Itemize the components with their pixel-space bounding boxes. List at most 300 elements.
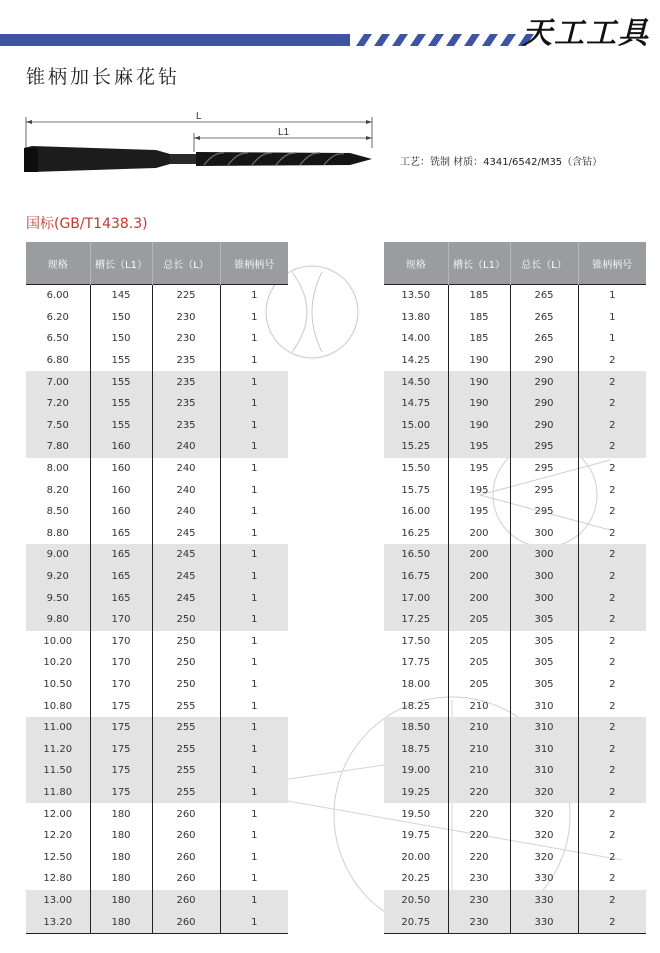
cell-flute-length: 230: [448, 890, 510, 912]
table-header-row: [384, 242, 646, 285]
cell-total-length: 290: [510, 371, 578, 393]
cell-total-length: 295: [510, 458, 578, 480]
cell-taper-shank-no: 2: [578, 415, 646, 437]
cell-flute-length: 180: [90, 868, 152, 890]
cell-diameter: 6.00: [46, 290, 69, 302]
cell-taper-shank-no: 1: [220, 307, 288, 329]
cell-total-length: 225: [152, 285, 220, 307]
cell-flute-length: 175: [90, 782, 152, 804]
cell-taper-shank-no: 2: [578, 674, 646, 696]
table-header-row: [26, 242, 288, 285]
cell-taper-shank-no: 2: [578, 501, 646, 523]
cell-diameter: 14.75: [384, 393, 448, 415]
header-taper-shank-no: 锥柄柄号: [578, 242, 646, 285]
drill-diagram: [20, 108, 380, 180]
cell-diameter: 13.50: [401, 290, 431, 302]
cell-flute-length: 190: [448, 415, 510, 437]
cell-taper-shank-no: 2: [578, 544, 646, 566]
table-row: [384, 782, 646, 804]
cell-taper-shank-no: 2: [578, 760, 646, 782]
cell-diameter: 14.00: [401, 333, 431, 345]
cell-taper-shank-no: 2: [578, 479, 646, 501]
cell-flute-length: 180: [90, 846, 152, 868]
header-diameter: 规格: [384, 242, 448, 285]
dimension-L-label: L: [196, 111, 202, 122]
cell-diameter: 11.80: [26, 782, 90, 804]
cell-taper-shank-no: 1: [578, 285, 646, 307]
cell-flute-length: 150: [90, 307, 152, 329]
header-taper-shank-no: 锥柄柄号: [220, 242, 288, 285]
table-row: [384, 371, 646, 393]
cell-total-length: 330: [510, 890, 578, 912]
cell-diameter: 17.00: [384, 587, 448, 609]
cell-total-length: 250: [152, 631, 220, 653]
cell-total-length: 255: [152, 738, 220, 760]
cell-total-length: 290: [510, 393, 578, 415]
cell-diameter: 7.20: [26, 393, 90, 415]
cell-diameter: 7.80: [26, 436, 90, 458]
cell-total-length: 265: [510, 328, 578, 350]
table-row: [384, 695, 646, 717]
cell-diameter: 19.00: [384, 760, 448, 782]
cell-diameter: 15.00: [384, 415, 448, 437]
cell-flute-length: 195: [448, 458, 510, 480]
cell-total-length: 245: [152, 523, 220, 545]
cell-flute-length: 165: [90, 523, 152, 545]
table-row: [384, 544, 646, 566]
cell-diameter: 10.00: [43, 635, 73, 647]
table-row: [384, 609, 646, 631]
table-row: [384, 501, 646, 523]
cell-taper-shank-no: 1: [220, 631, 288, 653]
cell-flute-length: 205: [448, 652, 510, 674]
cell-total-length: 245: [152, 566, 220, 588]
cell-total-length: 240: [152, 436, 220, 458]
cell-taper-shank-no: 2: [578, 458, 646, 480]
cell-taper-shank-no: 1: [220, 738, 288, 760]
cell-diameter: 16.75: [384, 566, 448, 588]
cell-taper-shank-no: 2: [578, 825, 646, 847]
cell-taper-shank-no: 2: [578, 803, 646, 825]
page-title: 锥柄加长麻花钻: [26, 66, 181, 88]
cell-total-length: 235: [152, 350, 220, 372]
cell-taper-shank-no: 1: [220, 587, 288, 609]
cell-diameter: 16.25: [401, 527, 431, 539]
cell-total-length: 300: [510, 566, 578, 588]
cell-diameter: 8.80: [46, 527, 69, 539]
cell-taper-shank-no: 1: [220, 566, 288, 588]
standard-label: 国标(GB/T1438.3): [26, 216, 148, 232]
cell-total-length: 295: [510, 501, 578, 523]
cell-diameter: 10.80: [43, 700, 73, 712]
cell-taper-shank-no: 1: [220, 523, 288, 545]
cell-flute-length: 155: [90, 415, 152, 437]
cell-flute-length: 180: [90, 825, 152, 847]
table-row: [26, 609, 288, 631]
cell-taper-shank-no: 1: [220, 544, 288, 566]
cell-total-length: 310: [510, 717, 578, 739]
table-row: [26, 371, 288, 393]
cell-total-length: 260: [152, 846, 220, 868]
cell-taper-shank-no: 1: [220, 328, 288, 350]
cell-diameter: 20.00: [401, 851, 431, 863]
cell-total-length: 320: [510, 803, 578, 825]
process-material-note: 工艺：铣制 材质：4341/6542/M35（含钴）: [400, 157, 603, 168]
table-row: [26, 890, 288, 912]
cell-taper-shank-no: 2: [578, 566, 646, 588]
table-row: [26, 652, 288, 674]
table-row: [26, 307, 288, 329]
cell-taper-shank-no: 1: [220, 825, 288, 847]
cell-taper-shank-no: 1: [220, 868, 288, 890]
cell-flute-length: 210: [448, 717, 510, 739]
cell-taper-shank-no: 1: [220, 479, 288, 501]
table-row: [26, 566, 288, 588]
table-row: [384, 307, 646, 329]
table-row: [26, 738, 288, 760]
cell-diameter: 9.00: [26, 544, 90, 566]
cell-flute-length: 155: [90, 350, 152, 372]
table-row: [384, 803, 646, 825]
cell-flute-length: 160: [90, 458, 152, 480]
cell-flute-length: 190: [448, 371, 510, 393]
cell-total-length: 235: [152, 393, 220, 415]
cell-taper-shank-no: 1: [220, 803, 288, 825]
cell-diameter: 10.50: [43, 678, 73, 690]
cell-flute-length: 145: [90, 285, 152, 307]
cell-flute-length: 165: [90, 587, 152, 609]
cell-taper-shank-no: 2: [578, 652, 646, 674]
table-row: [384, 393, 646, 415]
cell-flute-length: 170: [90, 609, 152, 631]
cell-taper-shank-no: 1: [220, 911, 288, 933]
cell-total-length: 305: [510, 652, 578, 674]
table-row: [384, 868, 646, 890]
cell-diameter: 6.80: [46, 355, 69, 367]
cell-total-length: 320: [510, 782, 578, 804]
table-row: [384, 587, 646, 609]
cell-taper-shank-no: 1: [220, 782, 288, 804]
cell-total-length: 300: [510, 587, 578, 609]
cell-diameter: 18.25: [401, 700, 431, 712]
cell-total-length: 250: [152, 674, 220, 696]
table-row: [384, 760, 646, 782]
cell-flute-length: 175: [90, 717, 152, 739]
cell-taper-shank-no: 2: [578, 436, 646, 458]
cell-flute-length: 210: [448, 695, 510, 717]
cell-diameter: 14.50: [384, 371, 448, 393]
cell-taper-shank-no: 2: [578, 911, 646, 933]
cell-diameter: 11.20: [26, 738, 90, 760]
table-row: [384, 890, 646, 912]
cell-diameter: 8.50: [46, 506, 69, 518]
cell-flute-length: 210: [448, 738, 510, 760]
table-row: [384, 350, 646, 372]
table-row: [26, 328, 288, 350]
table-row: [26, 393, 288, 415]
table-row: [26, 631, 288, 653]
cell-total-length: 295: [510, 479, 578, 501]
cell-flute-length: 160: [90, 479, 152, 501]
cell-total-length: 265: [510, 307, 578, 329]
table-row: [384, 458, 646, 480]
cell-flute-length: 185: [448, 307, 510, 329]
cell-diameter: 16.00: [401, 506, 431, 518]
cell-flute-length: 190: [448, 350, 510, 372]
table-row: [26, 436, 288, 458]
table-row: [384, 911, 646, 933]
cell-total-length: 305: [510, 609, 578, 631]
cell-taper-shank-no: 2: [578, 631, 646, 653]
cell-flute-length: 195: [448, 436, 510, 458]
cell-diameter: 18.00: [401, 678, 431, 690]
cell-total-length: 320: [510, 846, 578, 868]
table-row: [26, 501, 288, 523]
header-diameter: 规格: [26, 242, 90, 285]
table-row: [384, 479, 646, 501]
cell-diameter: 12.20: [43, 830, 73, 842]
cell-total-length: 295: [510, 436, 578, 458]
cell-taper-shank-no: 2: [578, 523, 646, 545]
cell-flute-length: 195: [448, 501, 510, 523]
cell-diameter: 10.20: [43, 657, 73, 669]
table-row: [26, 523, 288, 545]
cell-flute-length: 220: [448, 846, 510, 868]
table-row: [26, 803, 288, 825]
cell-diameter: 12.80: [43, 873, 73, 885]
cell-taper-shank-no: 1: [220, 285, 288, 307]
cell-total-length: 310: [510, 695, 578, 717]
cell-taper-shank-no: 2: [578, 846, 646, 868]
table-row: [26, 285, 288, 307]
cell-diameter: 12.50: [43, 851, 73, 863]
cell-diameter: 20.25: [401, 873, 431, 885]
cell-diameter: 11.00: [26, 717, 90, 739]
table-row: [26, 760, 288, 782]
table-row: [26, 479, 288, 501]
cell-diameter: 20.50: [384, 890, 448, 912]
cell-diameter: 17.25: [384, 609, 448, 631]
table-row: [26, 544, 288, 566]
cell-total-length: 250: [152, 652, 220, 674]
cell-total-length: 260: [152, 911, 220, 933]
cell-total-length: 230: [152, 328, 220, 350]
cell-diameter: 20.75: [384, 911, 448, 933]
cell-total-length: 290: [510, 350, 578, 372]
cell-diameter: 7.00: [26, 371, 90, 393]
cell-total-length: 255: [152, 717, 220, 739]
cell-flute-length: 205: [448, 674, 510, 696]
cell-flute-length: 155: [90, 393, 152, 415]
table-row: [26, 415, 288, 437]
table-row: [384, 738, 646, 760]
cell-taper-shank-no: 1: [220, 674, 288, 696]
cell-diameter: 11.50: [26, 760, 90, 782]
cell-diameter: 15.25: [384, 436, 448, 458]
cell-total-length: 240: [152, 501, 220, 523]
cell-taper-shank-no: 2: [578, 587, 646, 609]
table-row: [384, 674, 646, 696]
cell-total-length: 260: [152, 868, 220, 890]
table-row: [26, 458, 288, 480]
cell-total-length: 305: [510, 631, 578, 653]
table-row: [26, 695, 288, 717]
cell-taper-shank-no: 1: [220, 350, 288, 372]
cell-taper-shank-no: 1: [220, 695, 288, 717]
cell-flute-length: 195: [448, 479, 510, 501]
cell-flute-length: 220: [448, 825, 510, 847]
cell-flute-length: 190: [448, 393, 510, 415]
cell-diameter: 6.50: [46, 333, 69, 345]
table-row: [26, 825, 288, 847]
table-row: [26, 587, 288, 609]
cell-flute-length: 200: [448, 523, 510, 545]
cell-flute-length: 160: [90, 436, 152, 458]
table-row: [26, 717, 288, 739]
cell-total-length: 260: [152, 803, 220, 825]
cell-total-length: 310: [510, 760, 578, 782]
cell-total-length: 250: [152, 609, 220, 631]
cell-total-length: 255: [152, 760, 220, 782]
table-row: [384, 523, 646, 545]
cell-flute-length: 180: [90, 803, 152, 825]
cell-taper-shank-no: 2: [578, 868, 646, 890]
cell-flute-length: 170: [90, 674, 152, 696]
cell-flute-length: 155: [90, 371, 152, 393]
cell-total-length: 235: [152, 371, 220, 393]
cell-taper-shank-no: 1: [578, 307, 646, 329]
spec-table-left: [26, 242, 288, 934]
cell-taper-shank-no: 1: [220, 846, 288, 868]
cell-taper-shank-no: 2: [578, 717, 646, 739]
table-row: [384, 566, 646, 588]
cell-flute-length: 205: [448, 609, 510, 631]
table-row: [384, 825, 646, 847]
cell-flute-length: 185: [448, 285, 510, 307]
cell-flute-length: 185: [448, 328, 510, 350]
cell-total-length: 265: [510, 285, 578, 307]
cell-flute-length: 230: [448, 911, 510, 933]
cell-taper-shank-no: 1: [220, 371, 288, 393]
cell-taper-shank-no: 1: [220, 609, 288, 631]
cell-flute-length: 180: [90, 911, 152, 933]
header-flute-length: 槽长（L1）: [90, 242, 152, 285]
cell-total-length: 300: [510, 544, 578, 566]
table-row: [26, 868, 288, 890]
cell-diameter: 14.25: [401, 355, 431, 367]
cell-flute-length: 150: [90, 328, 152, 350]
cell-diameter: 6.20: [46, 311, 69, 323]
cell-diameter: 9.20: [26, 566, 90, 588]
cell-total-length: 260: [152, 825, 220, 847]
cell-diameter: 15.75: [401, 484, 431, 496]
table-row: [384, 415, 646, 437]
cell-flute-length: 200: [448, 587, 510, 609]
table-row: [26, 846, 288, 868]
table-row: [384, 436, 646, 458]
header-total-length: 总长（L）: [510, 242, 578, 285]
cell-total-length: 320: [510, 825, 578, 847]
cell-flute-length: 180: [90, 890, 152, 912]
table-row: [384, 328, 646, 350]
cell-diameter: 18.75: [384, 738, 448, 760]
table-row: [26, 350, 288, 372]
cell-diameter: 18.50: [384, 717, 448, 739]
cell-diameter: 15.50: [401, 463, 431, 475]
cell-taper-shank-no: 1: [220, 436, 288, 458]
cell-taper-shank-no: 2: [578, 782, 646, 804]
cell-taper-shank-no: 1: [220, 760, 288, 782]
cell-total-length: 310: [510, 738, 578, 760]
cell-taper-shank-no: 2: [578, 371, 646, 393]
cell-flute-length: 165: [90, 544, 152, 566]
cell-flute-length: 210: [448, 760, 510, 782]
cell-total-length: 290: [510, 415, 578, 437]
cell-flute-length: 175: [90, 738, 152, 760]
table-row: [26, 674, 288, 696]
cell-total-length: 305: [510, 674, 578, 696]
cell-flute-length: 220: [448, 803, 510, 825]
cell-taper-shank-no: 2: [578, 890, 646, 912]
spec-table-right: [384, 242, 646, 934]
cell-flute-length: 200: [448, 566, 510, 588]
cell-diameter: 13.20: [26, 911, 90, 933]
cell-diameter: 12.00: [43, 808, 73, 820]
cell-flute-length: 165: [90, 566, 152, 588]
cell-flute-length: 170: [90, 631, 152, 653]
cell-diameter: 13.00: [26, 890, 90, 912]
cell-flute-length: 220: [448, 782, 510, 804]
table-row: [26, 911, 288, 933]
cell-taper-shank-no: 1: [220, 890, 288, 912]
cell-flute-length: 175: [90, 695, 152, 717]
cell-diameter: 8.00: [46, 463, 69, 475]
cell-diameter: 9.50: [26, 587, 90, 609]
cell-total-length: 235: [152, 415, 220, 437]
dimension-L1-label: L1: [278, 127, 290, 138]
cell-diameter: 19.50: [401, 808, 431, 820]
cell-diameter: 19.25: [384, 782, 448, 804]
header-flute-length: 槽长（L1）: [448, 242, 510, 285]
cell-total-length: 300: [510, 523, 578, 545]
cell-taper-shank-no: 1: [220, 717, 288, 739]
cell-total-length: 330: [510, 911, 578, 933]
table-row: [384, 631, 646, 653]
cell-diameter: 8.20: [46, 484, 69, 496]
cell-diameter: 17.75: [401, 657, 431, 669]
cell-taper-shank-no: 2: [578, 738, 646, 760]
cell-total-length: 240: [152, 458, 220, 480]
cell-total-length: 245: [152, 544, 220, 566]
header-total-length: 总长（L）: [152, 242, 220, 285]
brand-logo-text: 天工工具: [522, 16, 650, 51]
cell-total-length: 330: [510, 868, 578, 890]
cell-flute-length: 230: [448, 868, 510, 890]
cell-taper-shank-no: 1: [220, 652, 288, 674]
table-row: [384, 846, 646, 868]
cell-taper-shank-no: 2: [578, 350, 646, 372]
cell-diameter: 19.75: [401, 830, 431, 842]
cell-taper-shank-no: 1: [578, 328, 646, 350]
table-row: [384, 717, 646, 739]
cell-flute-length: 200: [448, 544, 510, 566]
cell-total-length: 255: [152, 695, 220, 717]
cell-flute-length: 170: [90, 652, 152, 674]
cell-taper-shank-no: 2: [578, 695, 646, 717]
table-row: [26, 782, 288, 804]
cell-taper-shank-no: 2: [578, 609, 646, 631]
cell-flute-length: 160: [90, 501, 152, 523]
